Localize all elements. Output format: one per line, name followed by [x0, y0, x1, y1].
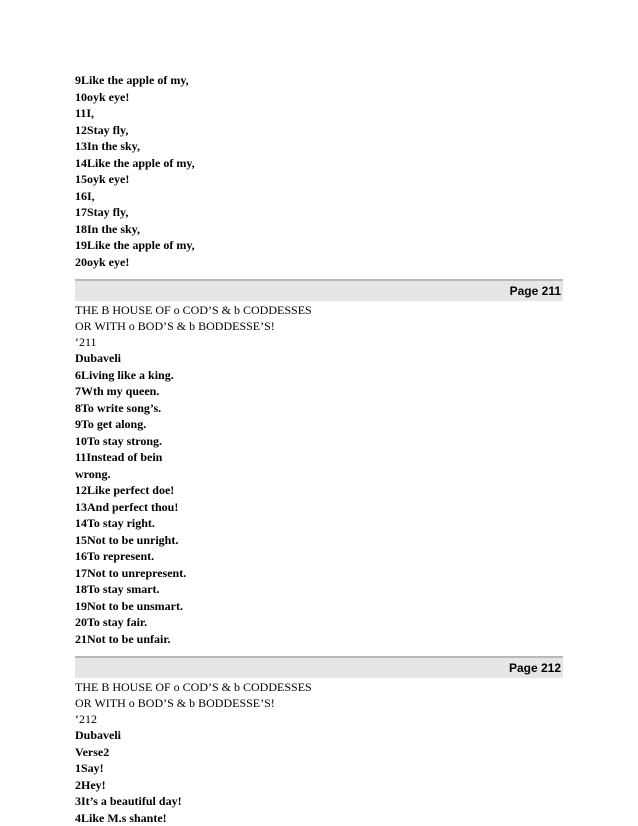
verse-line: 18In the sky, [75, 221, 141, 236]
verse-line: 17Stay fly, [75, 205, 129, 219]
verse-line: 4Like M.s shante! [75, 810, 167, 825]
verse-line: 21Not to be unfair. [75, 631, 171, 646]
verse-line: 17Not to unrepresent. [75, 565, 187, 580]
section-number: ‘211 [75, 335, 97, 349]
verse-line: 10To stay strong. [75, 433, 163, 448]
verse-line: 13In the sky, [75, 139, 141, 153]
verse-line: 9Like the apple of my, [75, 73, 189, 87]
section-number: ‘212 [75, 712, 97, 726]
verse-line: Dubaveli [75, 728, 122, 742]
verse-line: 19Like the apple of my, [75, 238, 195, 252]
verse-line: 7Wth my queen. [75, 384, 160, 398]
verse-line: 11I, [75, 106, 95, 120]
verse-block-212 [75, 727, 563, 826]
running-header-line1: THE B HOUSE OF o COD’S & b CODDESSES [75, 680, 312, 694]
verse-block-top [75, 72, 563, 270]
verse-line: 16To represent. [75, 549, 155, 563]
running-header-line2: OR WITH o BOD’S & b BODDESSE’S! [75, 696, 275, 710]
page-number-212: Page 212 [508, 661, 561, 675]
verse-line: 9To get along. [75, 417, 147, 431]
verse-line: 15oyk eye! [75, 172, 130, 186]
verse-line: 14To stay right. [75, 516, 155, 530]
page-divider-211 [75, 279, 563, 301]
verse-line: 14Like the apple of my, [75, 155, 195, 170]
verse-line: Verse2 [75, 744, 110, 759]
verse-line: 1Say! [75, 761, 104, 775]
document-page [75, 72, 563, 826]
verse-line: 8To write song’s. [75, 400, 162, 415]
verse-line: 13And perfect thou! [75, 499, 179, 514]
verse-line: 12Like perfect doe! [75, 483, 175, 497]
verse-line: 15Not to be unright. [75, 532, 179, 547]
verse-block-211 [75, 350, 563, 647]
page-number-211: Page 211 [509, 284, 561, 298]
verse-line: 20To stay fair. [75, 615, 148, 629]
page-divider-212 [75, 656, 563, 678]
verse-line: 19Not to be unsmart. [75, 598, 183, 613]
verse-line: 18To stay smart. [75, 582, 160, 596]
verse-line: 16I, [75, 188, 95, 203]
verse-line: 20oyk eye! [75, 254, 130, 269]
verse-line: 12Stay fly, [75, 122, 129, 137]
verse-line: 6Living like a king. [75, 367, 174, 382]
verse-line: wrong. [75, 466, 111, 481]
verse-line: 10oyk eye! [75, 89, 130, 104]
running-header-line2: OR WITH o BOD’S & b BODDESSE’S! [75, 319, 275, 333]
verse-line: 2Hey! [75, 777, 106, 792]
verse-line: 11Instead of bein [75, 450, 163, 464]
verse-line: Dubaveli [75, 351, 122, 365]
running-header-line1: THE B HOUSE OF o COD’S & b CODDESSES [75, 303, 312, 317]
verse-line: 3It’s a beautiful day! [75, 794, 182, 808]
